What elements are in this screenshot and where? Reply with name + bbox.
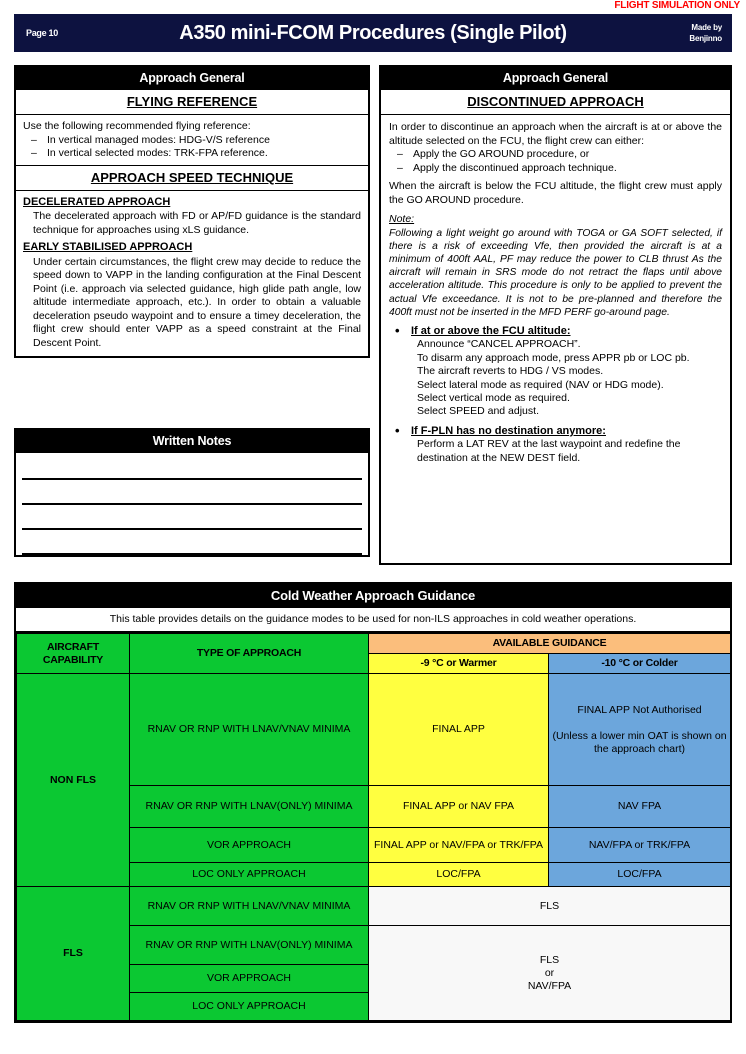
note-text: Following a light weight go around with TOGA or GA SOFT selected, if there is a risk of exceeding Vfe, then provided the aircraft is at a minimum of 400ft AAL, PF may reduce the power to CLB thrust As the aircraft will remain in SRS mode do not retract the flaps until above acceleration altitude. This procedure is only to be applied to prevent the actual Vfe exceedance. It is not to be pre-planned and therefore the 400ft must not be inserted in the MFD PERF go-around page. <box>389 227 722 318</box>
guidance-cold: NAV FPA <box>549 786 731 828</box>
credit-block <box>622 22 732 44</box>
guidance-cold: LOC/FPA <box>549 863 731 887</box>
discontinued-approach-body <box>381 115 730 475</box>
discontinued-para-2: When the aircraft is below the FCU altitude, the flight crew must apply the GO AROUND procedure. <box>389 180 722 206</box>
approach-type: RNAV OR RNP WITH LNAV(ONLY) MINIMA <box>130 926 369 965</box>
written-notes-title: Written Notes <box>16 430 368 453</box>
cold-weather-title: Cold Weather Approach Guidance <box>16 584 730 608</box>
list-item: – In vertical managed modes: HDG-V/S reference <box>23 134 361 148</box>
notes-line[interactable] <box>22 505 362 530</box>
left-panel-title: Approach General <box>16 67 368 90</box>
discontinued-bullet-list <box>389 325 722 465</box>
approach-type: RNAV OR RNP WITH LNAV(ONLY) MINIMA <box>130 786 369 828</box>
table-header-row <box>17 634 731 654</box>
approach-type: LOC ONLY APPROACH <box>130 993 369 1021</box>
written-notes-panel <box>14 428 370 557</box>
bullet-lines <box>411 338 722 418</box>
bullet-line: Perform a LAT REV at the last waypoint and redefine the destination at the NEW DEST field. <box>417 438 681 464</box>
flying-reference-list <box>23 134 361 161</box>
early-stabilised-approach-text: Under certain circumstances, the flight crew may decide to reduce the speed down to VAPP in the landing configuration at the Final Descent Point (i.e. approach via selected guidance, high glide path angle, low altitude intermediate approach, etc.). In order to obtain a valuable deceleration pseudo waypoint and to ensure a timey deceleration, the flight crew should enter VAPP as a speed constraint at the Final Descent Point. <box>33 255 361 349</box>
approach-type: RNAV OR RNP WITH LNAV/VNAV MINIMA <box>130 887 369 926</box>
guidance-cold: FINAL APP Not Authorised (Unless a lower min OAT is shown on the approach chart) <box>549 674 731 786</box>
early-stabilised-approach-heading: EARLY STABILISED APPROACH <box>23 241 193 253</box>
cold-weather-intro: This table provides details on the guidance modes to be used for non-ILS approaches in cold weather operations. <box>16 608 730 633</box>
guidance-warm: FINAL APP or NAV FPA <box>369 786 549 828</box>
header-type-of-approach: TYPE OF APPROACH <box>130 634 369 674</box>
guidance-warm: FINAL APP or NAV/FPA or TRK/FPA <box>369 828 549 863</box>
header-warm-column: -9 °C or Warmer <box>369 654 549 674</box>
bullet-line: Select vertical mode as required. <box>417 392 570 405</box>
page-title: A350 mini-FCOM Procedures (Single Pilot) <box>179 21 567 44</box>
bullet-line: To disarm any approach mode, press APPR pb or LOC pb. <box>417 351 690 364</box>
page-number-label: Page 10 <box>26 28 58 38</box>
cold-weather-table <box>16 633 731 1021</box>
approach-type: LOC ONLY APPROACH <box>130 863 369 887</box>
header-aircraft-capability: AIRCRAFT CAPABILITY <box>17 634 130 674</box>
note-label: Note: <box>389 213 415 225</box>
flying-reference-heading: FLYING REFERENCE <box>16 90 368 115</box>
list-item <box>389 425 722 465</box>
table-row <box>17 674 731 786</box>
guidance-cold: NAV/FPA or TRK/FPA <box>549 828 731 863</box>
approach-type: VOR APPROACH <box>130 828 369 863</box>
page-header <box>14 14 732 52</box>
capability-fls: FLS <box>17 887 130 1021</box>
flight-sim-only-banner: FLIGHT SIMULATION ONLY <box>614 0 740 11</box>
guidance-warm: FINAL APP <box>369 674 549 786</box>
decelerated-approach-heading: DECELERATED APPROACH <box>23 195 171 208</box>
discontinued-approach-heading: DISCONTINUED APPROACH <box>381 90 730 115</box>
guidance-warm: LOC/FPA <box>369 863 549 887</box>
approach-type: VOR APPROACH <box>130 965 369 993</box>
approach-general-right-panel <box>379 65 732 565</box>
cold-weather-panel <box>14 582 732 1023</box>
capability-non-fls: NON FLS <box>17 674 130 887</box>
header-available-guidance: AVAILABLE GUIDANCE <box>369 634 731 654</box>
bullet-line: Select lateral mode as required (NAV or HDG mode). <box>417 378 664 391</box>
bullet-line: Announce “CANCEL APPROACH”. <box>417 338 581 351</box>
list-item: – Apply the discontinued approach technique. <box>389 162 722 176</box>
notes-line[interactable] <box>22 455 362 480</box>
bullet-line: The aircraft reverts to HDG / VS modes. <box>417 365 604 378</box>
list-item <box>389 325 722 419</box>
discontinued-options-list <box>389 148 722 175</box>
made-by-label: Made by <box>691 23 722 32</box>
list-item: – In vertical selected modes: TRK-FPA reference. <box>23 147 361 161</box>
discontinued-para-1: In order to discontinue an approach when the aircraft is at or above the altitude selected on the FCU, the flight crew can either: <box>389 121 722 147</box>
approach-general-left-panel <box>14 65 370 358</box>
approach-type: RNAV OR RNP WITH LNAV/VNAV MINIMA <box>130 674 369 786</box>
guidance-merged: FLS or NAV/FPA <box>369 926 731 1021</box>
bullet-heading: • If F-PLN has no destination anymore: <box>411 424 606 437</box>
approach-speed-technique-body <box>16 191 368 357</box>
approach-speed-technique-heading: APPROACH SPEED TECHNIQUE <box>16 166 368 191</box>
made-by-name: Benjinno <box>689 34 722 43</box>
right-panel-title: Approach General <box>381 67 730 90</box>
guidance-merged: FLS <box>369 887 731 926</box>
bullet-lines <box>411 438 722 465</box>
decelerated-approach-text: The decelerated approach with FD or AP/FD guidance is the standard technique for approaches using xLS guidance. <box>33 210 361 236</box>
notes-line[interactable] <box>22 530 362 555</box>
written-notes-area[interactable] <box>16 453 368 555</box>
flying-reference-body <box>16 115 368 166</box>
table-row <box>17 887 731 926</box>
header-cold-column: -10 °C or Colder <box>549 654 731 674</box>
bullet-heading: • If at or above the FCU altitude: <box>411 324 571 337</box>
notes-line[interactable] <box>22 480 362 505</box>
bullet-line: Select SPEED and adjust. <box>417 405 539 418</box>
flying-reference-intro: Use the following recommended flying reference: <box>23 120 251 132</box>
list-item: – Apply the GO AROUND procedure, or <box>389 148 722 162</box>
